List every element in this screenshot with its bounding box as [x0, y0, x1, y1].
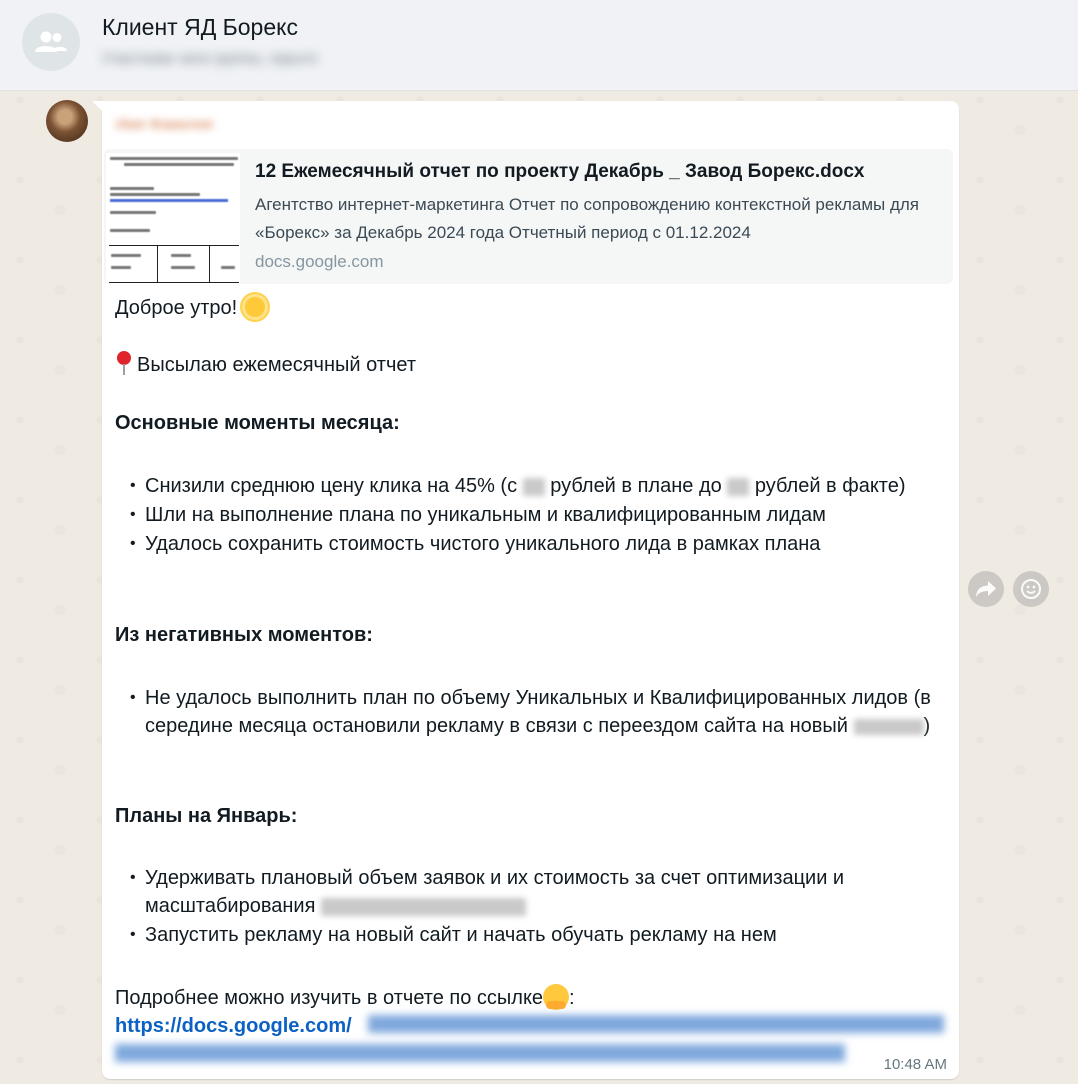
highlights-list — [115, 472, 935, 559]
section-heading-highlights: Основные моменты месяца: — [115, 412, 400, 434]
redacted-value — [727, 478, 749, 496]
list-item: • Удерживать плановый объем заявок и их стоимость за счет оптимизации и масштабирования — [115, 864, 935, 920]
group-avatar[interactable] — [22, 13, 80, 71]
redacted-value — [523, 478, 545, 496]
sender-name[interactable]: Имя Фамилия — [116, 116, 214, 133]
report-link-redacted[interactable] — [115, 1044, 845, 1062]
forward-button[interactable] — [968, 571, 1004, 607]
plans-list — [115, 864, 935, 950]
message-time: 10:48 AM — [883, 1056, 947, 1073]
chat-members: Участники чата группы, скрыто — [102, 50, 318, 67]
list-item: • Снизили среднюю цену клика на 45% (с рублей в плане до рублей в факте) — [115, 472, 935, 500]
avatar[interactable] — [46, 100, 88, 142]
greeting-text: Доброе утро! — [115, 297, 238, 319]
react-button[interactable] — [1013, 571, 1049, 607]
greeting-line — [115, 294, 265, 322]
list-item: • Не удалось выполнить план по объему Уникальных и Квалифицированных лидов (в середине месяца остановили рекламу в связи с переездом сайта на новый ) — [115, 684, 940, 740]
group-icon — [34, 30, 68, 54]
emoji-icon — [1020, 578, 1042, 600]
link-preview-description: Агентство интернет-маркетинга Отчет по сопровождению контекстной рекламы для «Борекс» за Декабрь 2024 года Отчетный период с 01.12.2024 — [255, 195, 920, 242]
report-link[interactable]: https://docs.google.com/ — [115, 1015, 352, 1037]
chat-title: Клиент ЯД Борекс — [102, 14, 298, 40]
message-bubble[interactable] — [102, 101, 959, 1079]
redacted-value — [321, 898, 526, 916]
forward-icon — [975, 580, 997, 598]
list-item: • Шли на выполнение плана по уникальным и квалифицированным лидам — [115, 501, 935, 529]
pin-emoji-icon — [115, 351, 133, 375]
report-line — [115, 351, 416, 379]
more-line: Подробнее можно изучить в отчете по ссылке : — [115, 984, 575, 1012]
report-line-text: Высылаю ежемесячный отчет — [137, 354, 416, 376]
list-item: • Запустить рекламу на новый сайт и начать обучать рекламу на нем — [115, 921, 935, 949]
document-thumbnail — [106, 153, 240, 284]
section-heading-negatives: Из негативных моментов: — [115, 624, 373, 646]
negatives-list — [115, 684, 940, 741]
report-link-redacted[interactable] — [368, 1015, 944, 1033]
section-heading-plans: Планы на Январь: — [115, 805, 298, 827]
hugging-emoji-icon — [543, 984, 569, 1010]
link-preview-domain: docs.google.com — [255, 252, 384, 271]
link-preview-title[interactable]: 12 Ежемесячный отчет по проекту Декабрь _ Завод Борекс.docx — [255, 161, 865, 182]
list-item: • Удалось сохранить стоимость чистого уникального лида в рамках плана — [115, 530, 935, 558]
link-preview[interactable] — [104, 149, 953, 284]
redacted-value — [854, 719, 924, 735]
chat-header[interactable] — [0, 0, 1078, 91]
sun-emoji-icon — [245, 297, 265, 317]
